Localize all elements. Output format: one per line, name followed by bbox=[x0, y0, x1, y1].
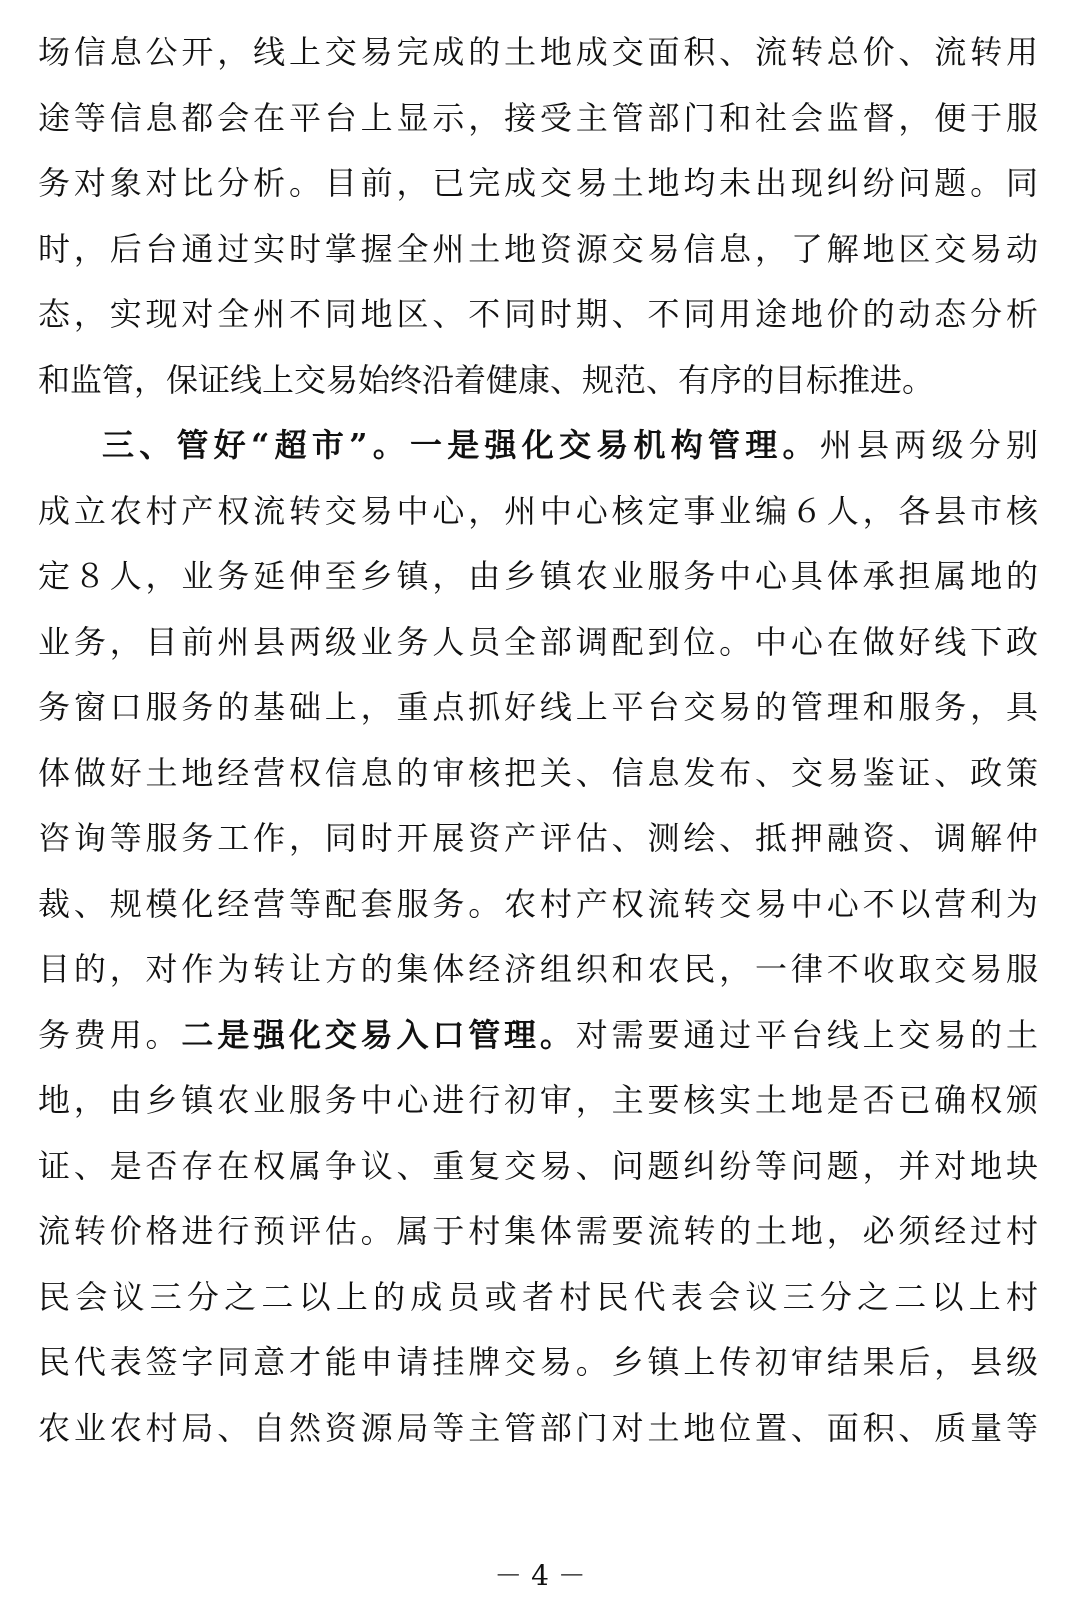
text-segment: 对需要通过平台线上交易的土 bbox=[575, 1015, 1038, 1054]
text-segment: 务费用。 bbox=[38, 1015, 182, 1054]
text-line: 流转价格进行预评估。属于村集体需要流转的土地，必须经过村 bbox=[38, 1212, 1038, 1250]
text-line: 目的，对作为转让方的集体经济组织和农民，一律不收取交易服 bbox=[38, 950, 1038, 988]
section-heading: 三、管好“超市”。 bbox=[102, 426, 411, 464]
subpoint-lead: 一是强化交易机构管理。 bbox=[410, 426, 820, 464]
text-line: 时，后台通过实时掌握全州土地资源交易信息，了解地区交易动 bbox=[38, 229, 1038, 268]
text-line: 业务，目前州县两级业务人员全部调配到位。中心在做好线下政 bbox=[38, 622, 1038, 661]
subpoint-lead: 二是强化交易入口管理。 bbox=[181, 1015, 576, 1054]
text-line bbox=[38, 1003, 1038, 1069]
text-line: 裁、规模化经营等配套服务。农村产权流转交易中心不以营利为 bbox=[38, 884, 1038, 923]
text-line: 定８人，业务延伸至乡镇，由乡镇农业服务中心具体承担属地的 bbox=[38, 557, 1038, 595]
text-line: 途等信息都会在平台上显示，接受主管部门和社会监督，便于服 bbox=[38, 98, 1038, 137]
body-text bbox=[38, 20, 1038, 1461]
page-number: － 4 － bbox=[494, 1559, 586, 1592]
text-line: 态，实现对全州不同地区、不同时期、不同用途地价的动态分析 bbox=[38, 295, 1038, 333]
text-line: 成立农村产权流转交易中心，州中心核定事业编６人，各县市核 bbox=[38, 491, 1038, 530]
text-line: 咨询等服务工作，同时开展资产评估、测绘、抵押融资、调解仲 bbox=[38, 819, 1038, 857]
text-line: 民会议三分之二以上的成员或者村民代表会议三分之二以上村 bbox=[38, 1277, 1038, 1316]
text-line: 农业农村局、自然资源局等主管部门对土地位置、面积、质量等 bbox=[38, 1408, 1038, 1447]
text-line: 证、是否存在权属争议、重复交易、问题纠纷等问题，并对地块 bbox=[38, 1146, 1038, 1185]
text-line: 和监管，保证线上交易始终沿着健康、规范、有序的目标推进。 bbox=[38, 360, 935, 399]
section-heading-line bbox=[38, 413, 1038, 479]
text-line: 务窗口服务的基础上，重点抓好线上平台交易的管理和服务，具 bbox=[38, 688, 1038, 726]
text-line: 体做好土地经营权信息的审核把关、信息发布、交易鉴证、政策 bbox=[38, 753, 1038, 792]
text-line: 务对象对比分析。目前，已完成交易土地均未出现纠纷问题。同 bbox=[38, 164, 1038, 202]
text-line: 场信息公开，线上交易完成的土地成交面积、流转总价、流转用 bbox=[38, 33, 1038, 71]
text-line: 地，由乡镇农业服务中心进行初审，主要核实土地是否已确权颁 bbox=[38, 1081, 1038, 1119]
text-segment: 州县两级分别 bbox=[819, 426, 1038, 464]
text-line: 民代表签字同意才能申请挂牌交易。乡镇上传初审结果后，县级 bbox=[38, 1343, 1038, 1381]
